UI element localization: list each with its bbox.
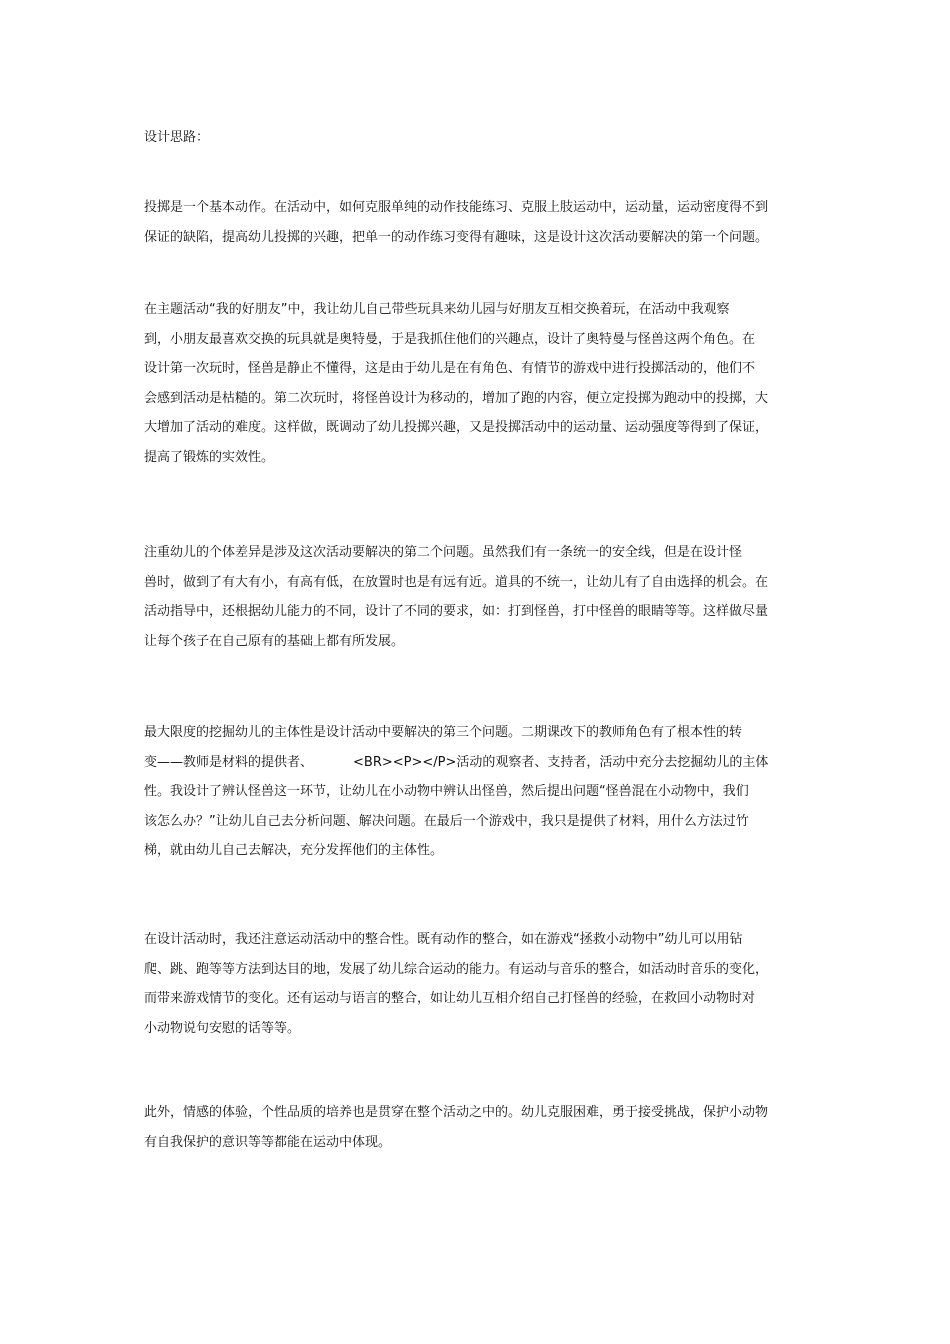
- paragraph-line: 保证的缺陷，提高幼儿投掷的兴趣，把单一的动作练习变得有趣味，这是设计这次活动要解决的第一个问题。: [144, 229, 769, 245]
- paragraph-1: [144, 193, 824, 252]
- paragraph-line: 该怎么办？”让幼儿自己去分析问题、解决问题。在最后一个游戏中，我只是提供了材料，用什么方法过竹: [144, 813, 749, 829]
- paragraph-line: 此外，情感的体验，个性品质的培养也是贯穿在整个活动之中的。幼儿克服困难，勇于接受挑战，保护小动物: [144, 1105, 769, 1120]
- paragraph-5: [144, 925, 824, 1043]
- document-heading: 设计思路：: [144, 130, 210, 145]
- paragraph-6: [144, 1098, 824, 1157]
- paragraph-line: 让每个孩子在自己原有的基础上都有所发展。: [144, 633, 405, 649]
- line-suffix: 活动的观察者、支持者，活动中充分去挖掘幼儿的主体: [456, 754, 769, 770]
- paragraph-line-with-tag: [144, 748, 824, 778]
- paragraph-line: 在设计活动时，我还注意运动活动中的整合性。既有动作的整合，如在游戏“拯救小动物中”幼儿可以用钻: [144, 932, 743, 947]
- paragraph-line: 到，小朋友最喜欢交换的玩具就是奥特曼，于是我抓住他们的兴趣点，设计了奥特曼与怪兽这两个角色。在: [144, 331, 756, 347]
- line-prefix: 变——教师是材料的提供者、: [144, 754, 314, 770]
- paragraph-3: [144, 538, 824, 656]
- paragraph-line: 爬、跳、跑等等方法到达目的地，发展了幼儿综合运动的能力。有运动与音乐的整合，如活动时音乐的变化，: [144, 961, 769, 977]
- paragraph-line: 小动物说句安慰的话等等。: [144, 1020, 301, 1036]
- paragraph-line: 大增加了活动的难度。这样做，既调动了幼儿投掷兴趣，又是投掷活动中的运动量、运动强度等得到了保证，: [144, 420, 769, 435]
- paragraph-line: 最大限度的挖掘幼儿的主体性是设计活动中要解决的第三个问题。二期课改下的教师角色有了根本性的转: [144, 725, 743, 740]
- paragraph-line: 有自我保护的意识等等都能在运动中体现。: [144, 1134, 392, 1150]
- paragraph-line: 注重幼儿的个体差异是涉及这次活动要解决的第二个问题。虽然我们有一条统一的安全线，但是在设计怪: [144, 545, 743, 560]
- paragraph-line: 设计第一次玩时，怪兽是静止不懂得，这是由于幼儿是在有角色、有情节的游戏中进行投掷活动的，他们不: [144, 361, 756, 376]
- paragraph-line: 在主题活动“我的好朋友”中，我让幼儿自己带些玩具来幼儿园与好朋友互相交换着玩，在活动中我观察: [144, 302, 730, 317]
- paragraph-line: 投掷是一个基本动作。在活动中，如何克服单纯的动作技能练习、克服上肢运动中，运动量，运动密度得不到: [144, 200, 769, 215]
- paragraph-line: 兽时，做到了有大有小，有高有低，在放置时也是有远有近。道具的不统一，让幼儿有了自由选择的机会。在: [144, 574, 769, 590]
- paragraph-line: 梯，就由幼儿自己去解决，充分发挥他们的主体性。: [144, 843, 444, 858]
- stray-html-tag-text: <BR><P></P>: [353, 754, 457, 770]
- paragraph-line: 性。我设计了辨认怪兽这一环节，让幼儿在小动物中辨认出怪兽，然后提出问题“怪兽混在小动物中，我们: [144, 784, 749, 799]
- paragraph-line: 活动指导中，还根据幼儿能力的不同，设计了不同的要求，如：打到怪兽，打中怪兽的眼睛等等。这样做尽量: [144, 604, 769, 619]
- paragraph-4: [144, 718, 824, 866]
- paragraph-line: 会感到活动是枯糙的。第二次玩时，将怪兽设计为移动的，增加了跑的内容，便立定投掷为跑动中的投掷，大: [144, 390, 769, 406]
- paragraph-2: [144, 295, 824, 472]
- paragraph-line: 提高了锻炼的实效性。: [144, 449, 275, 465]
- paragraph-line: 而带来游戏情节的变化。还有运动与语言的整合，如让幼儿互相介绍自己打怪兽的经验，在救回小动物时对: [144, 991, 756, 1006]
